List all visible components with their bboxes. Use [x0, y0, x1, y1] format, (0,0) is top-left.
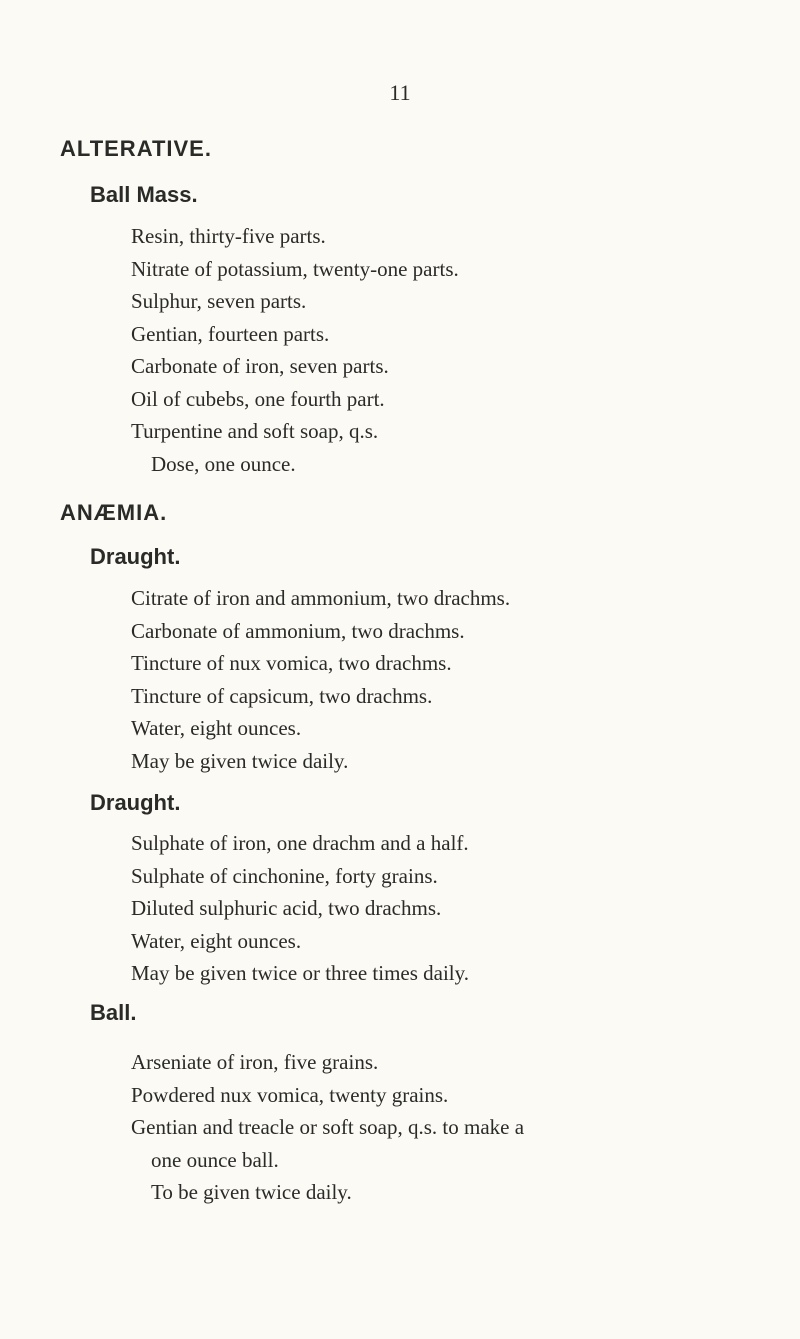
ingredient-line: Powdered nux vomica, twenty grains.: [131, 1082, 449, 1107]
ingredient-line: Turpentine and soft soap, q.s.: [131, 419, 379, 443]
page-number: 11: [389, 80, 411, 105]
ingredient-line: Resin, thirty-five parts.: [131, 224, 326, 248]
ingredient-line: Tincture of nux vomica, two drachms.: [131, 651, 452, 675]
dose-note: May be given twice daily.: [131, 748, 349, 773]
ingredient-line: Carbonate of iron, seven parts.: [131, 354, 389, 378]
ingredient-line: Gentian, fourteen parts.: [131, 321, 330, 346]
ingredient-list: [0, 220, 459, 480]
ingredient-line: Water, eight ounces.: [131, 716, 302, 740]
ingredient-line: Oil of cubebs, one fourth part.: [131, 386, 385, 411]
recipe-title-ball-mass: Ball Mass.: [90, 182, 198, 207]
recipe-title-ball: Ball.: [90, 1000, 137, 1025]
section-heading-anaemia: ANÆMIA.: [60, 500, 168, 525]
recipe-title-draught-2: Draught.: [90, 790, 181, 815]
ingredient-line: Carbonate of ammonium, two drachms.: [131, 618, 465, 643]
ingredient-line: Water, eight ounces.: [131, 928, 302, 953]
section-heading-alterative: ALTERATIVE.: [60, 136, 212, 161]
dose-note: May be given twice or three times daily.: [131, 961, 470, 985]
ingredient-line: Nitrate of potassium, twenty-one parts.: [131, 256, 459, 281]
ingredient-line: Sulphur, seven parts.: [131, 289, 307, 313]
ingredient-line: Tincture of capsicum, two drachms.: [131, 683, 433, 708]
ingredient-list: [0, 582, 510, 777]
ingredient-line: Sulphate of cinchonine, forty grains.: [131, 863, 438, 888]
ingredient-line: Arseniate of iron, five grains.: [131, 1050, 379, 1074]
ingredient-line: Diluted sulphuric acid, two drachms.: [131, 896, 442, 920]
ingredient-line: Citrate of iron and ammonium, two drachms.: [131, 586, 511, 610]
recipe-title-draught-1: Draught.: [90, 544, 181, 569]
ingredient-line-continuation: one ounce ball.: [151, 1147, 279, 1172]
ingredient-list: [0, 1046, 524, 1209]
dose-note: Dose, one ounce.: [151, 451, 296, 476]
ingredient-line: Gentian and treacle or soft soap, q.s. to make a: [131, 1115, 525, 1139]
dose-note: To be given twice daily.: [151, 1180, 352, 1204]
ingredient-line: Sulphate of iron, one drachm and a half.: [131, 831, 469, 855]
ingredient-list: [0, 827, 469, 990]
